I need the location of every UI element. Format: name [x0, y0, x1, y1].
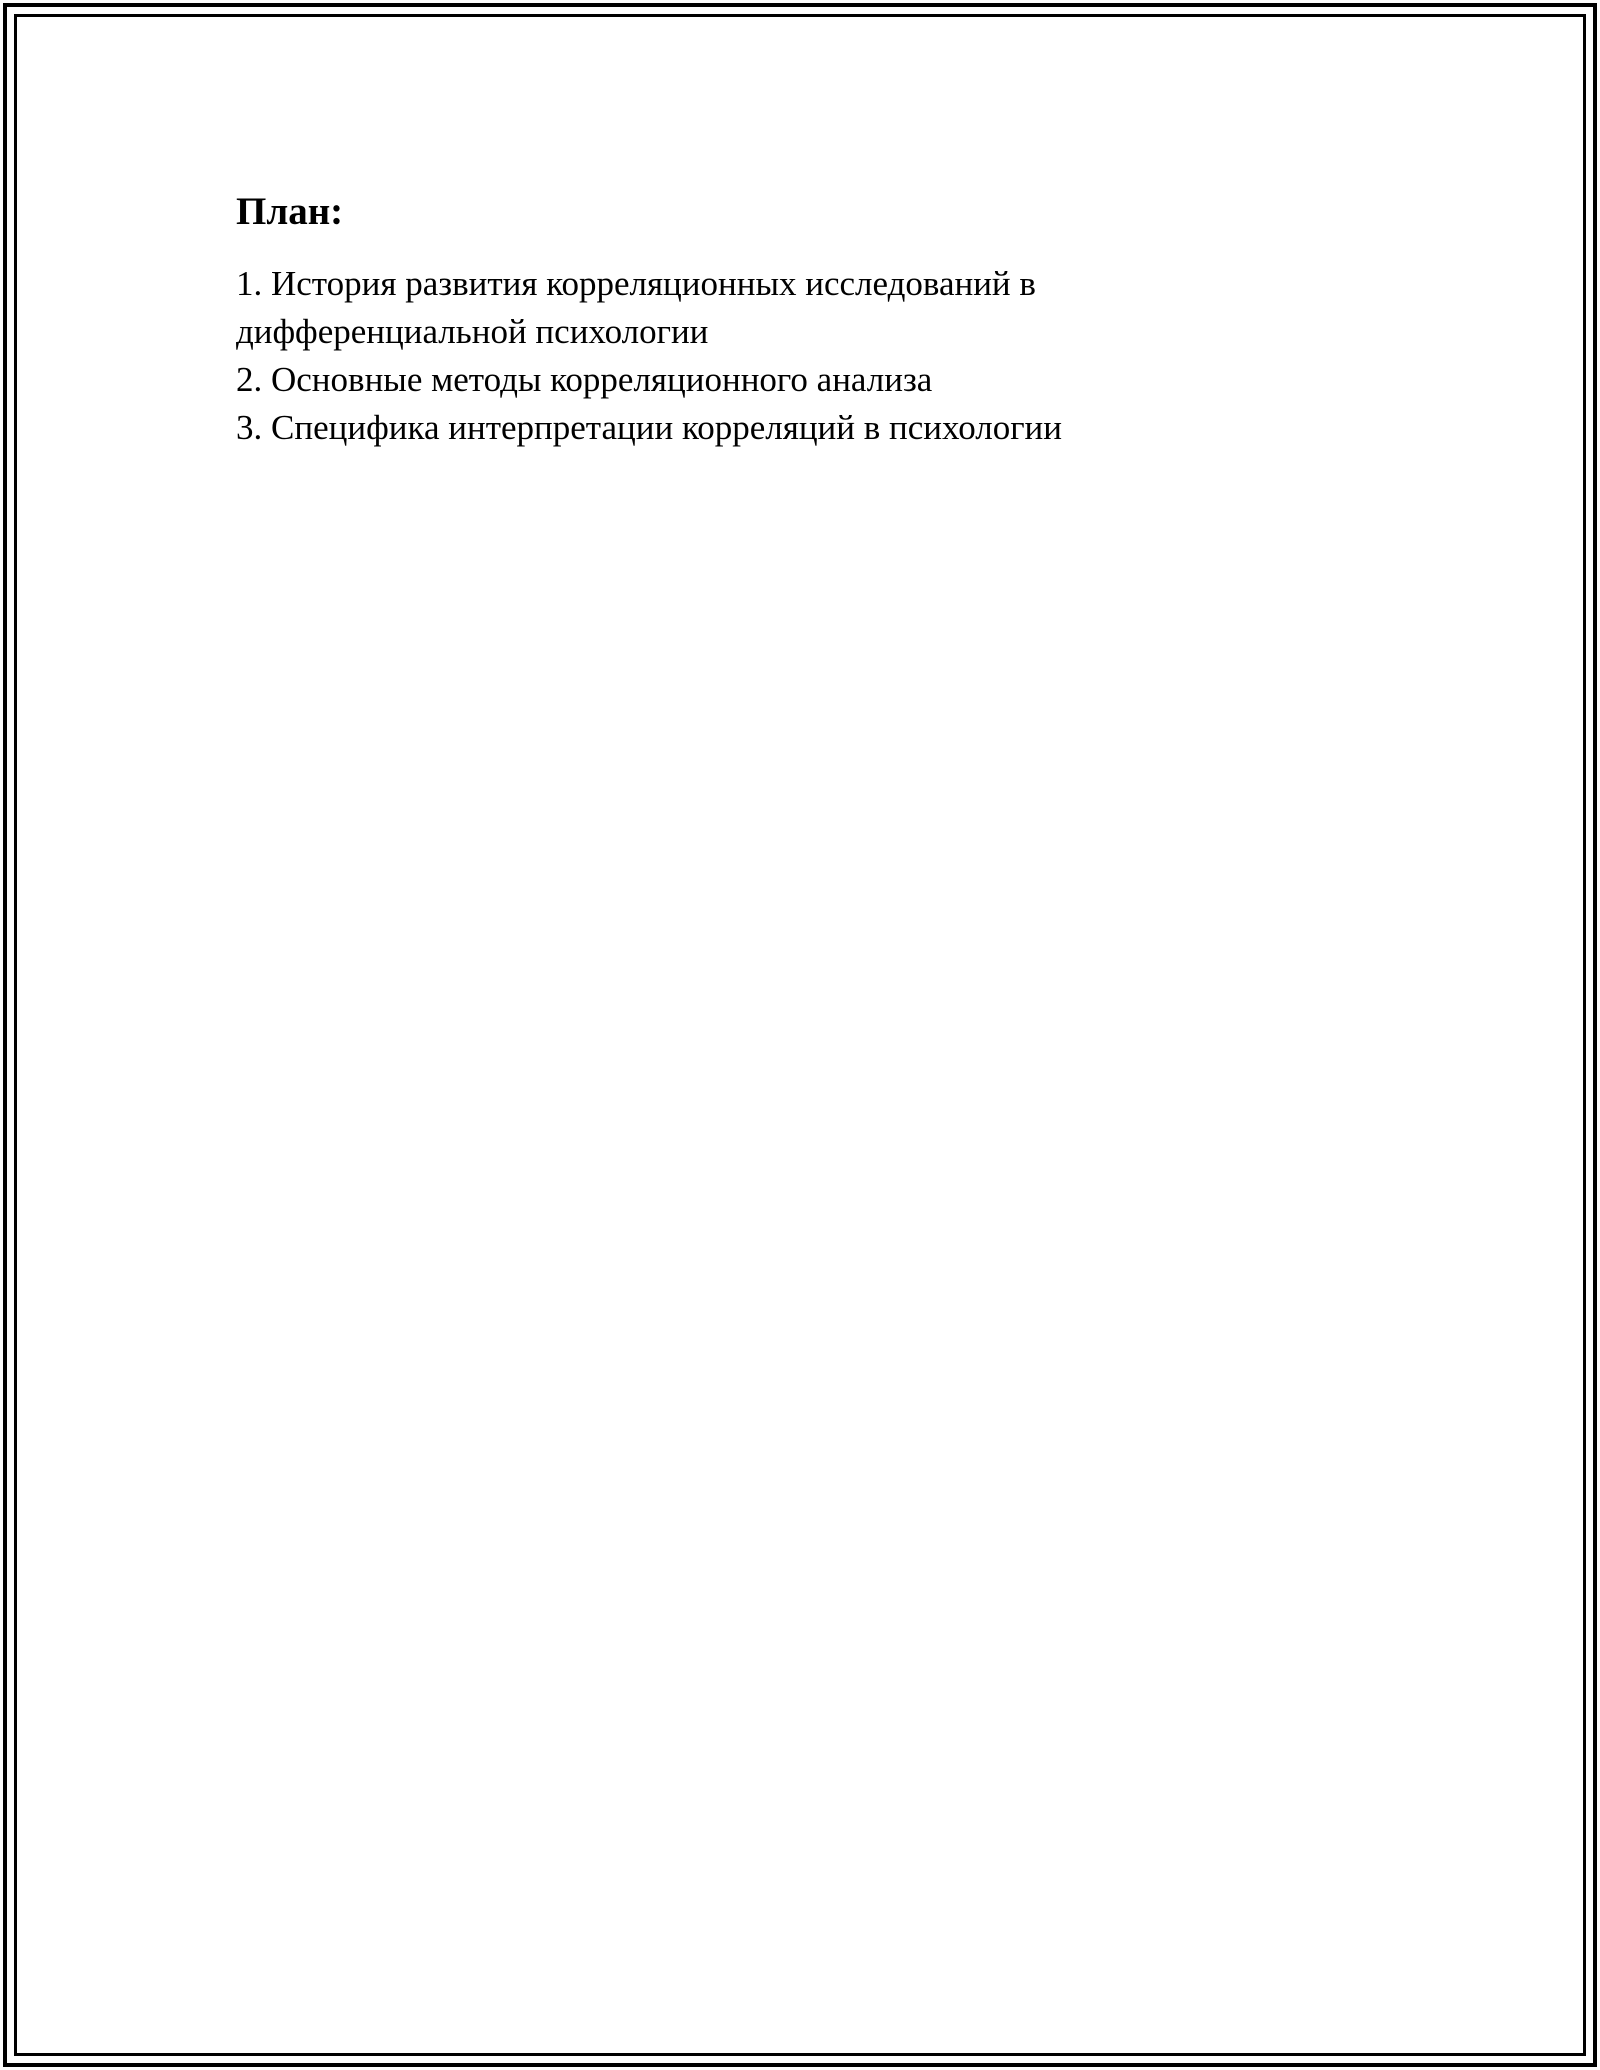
plan-heading: План:	[236, 190, 344, 233]
document-body	[236, 186, 1436, 452]
plan-item-3: 3. Специфика интерпретации корреляций в психологии	[236, 408, 1063, 447]
plan-item-2: 2. Основные методы корреляционного анализа	[236, 360, 933, 399]
plan-item-1: 1. История развития корреляционных исследований в дифференциальной психологии	[236, 264, 1036, 351]
plan-list	[236, 260, 1436, 452]
